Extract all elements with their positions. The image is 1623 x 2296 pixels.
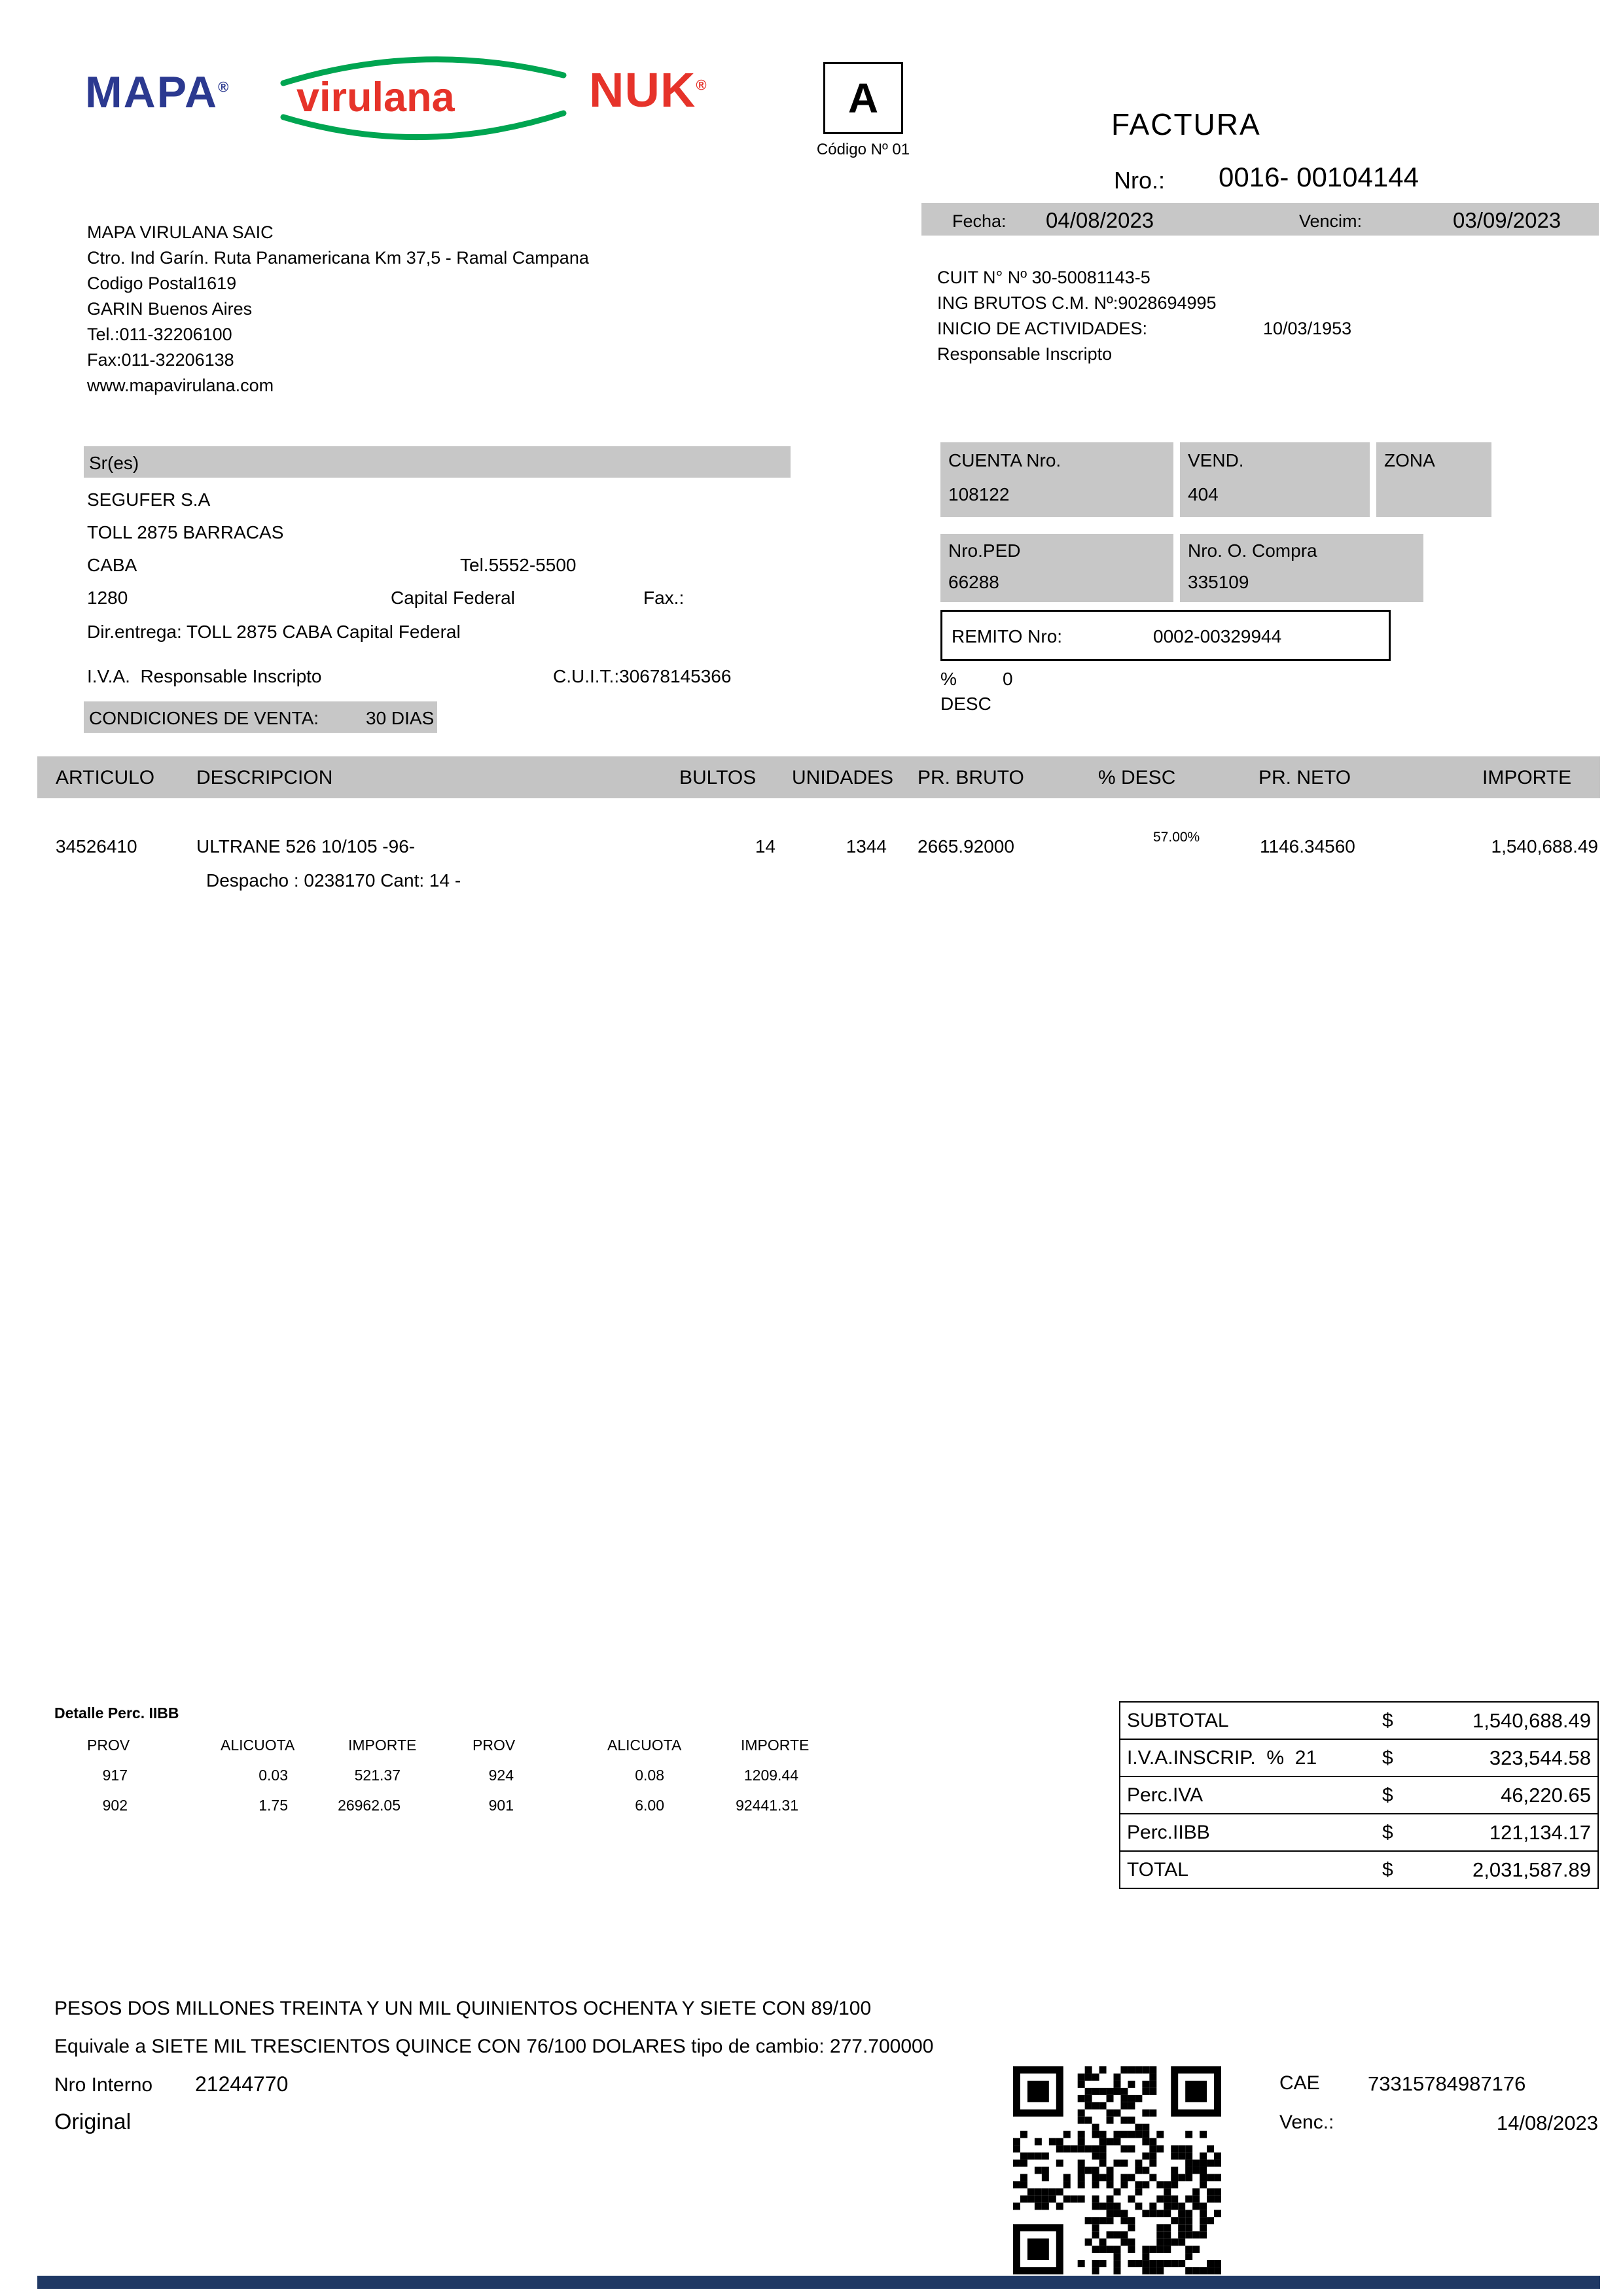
cuenta-box	[940, 442, 1173, 517]
zona-label: ZONA	[1384, 450, 1435, 470]
perc-cell: 901	[488, 1797, 514, 1814]
desc-pct-value: 0	[1003, 669, 1013, 689]
item-articulo: 34526410	[56, 836, 137, 857]
remito-value: 0002-00329944	[1153, 626, 1282, 646]
perc-cell: 0.08	[635, 1767, 664, 1784]
company-cuit: CUIT N° Nº 30-50081143-5	[937, 268, 1150, 287]
company-inicio-line	[937, 316, 1352, 342]
nro-interno-label: Nro Interno	[54, 2074, 153, 2096]
qr-code	[1013, 2066, 1221, 2274]
desc-pct-label: %	[940, 669, 957, 689]
customer-cuit: C.U.I.T.:30678145366	[553, 666, 732, 686]
total-label: TOTAL	[1127, 1858, 1188, 1881]
nro-interno-value: 21244770	[195, 2072, 289, 2096]
col-descripcion: DESCRIPCION	[196, 767, 333, 788]
item-bultos: 14	[755, 836, 776, 857]
invoice-type-letter: A	[847, 75, 879, 122]
customer-iva-condition: I.V.A. Responsable Inscripto	[87, 666, 322, 686]
item-descripcion-line2: Despacho : 0238170 Cant: 14 -	[206, 870, 461, 891]
total-value: 2,031,587.89	[1472, 1858, 1591, 1881]
perc-cell: 902	[102, 1797, 128, 1814]
sres-label: Sr(es)	[89, 453, 139, 473]
iva-value: 323,544.58	[1489, 1746, 1591, 1769]
perc-header-importe-2: IMPORTE	[741, 1737, 810, 1754]
invoice-number-label: Nro.:	[1114, 167, 1166, 194]
usd-equivalent: Equivale a SIETE MIL TRESCIENTOS QUINCE CON 76/100 DOLARES tipo de cambio: 277.700000	[54, 2036, 934, 2057]
currency-symbol: $	[1382, 1784, 1393, 1806]
perc-header-alicuota-2: ALICUOTA	[607, 1737, 682, 1754]
customer-zip: 1280	[87, 588, 128, 608]
customer-tel: Tel.5552-5500	[460, 555, 577, 575]
totals-row-perc-iva	[1120, 1777, 1597, 1814]
currency-symbol: $	[1382, 1709, 1393, 1731]
mapa-logo	[85, 67, 230, 118]
fecha-label: Fecha:	[952, 211, 1007, 231]
perc-header-prov-2: PROV	[473, 1737, 516, 1754]
desc-label: DESC	[940, 694, 991, 714]
customer-province: Capital Federal	[391, 588, 515, 608]
date-bar	[921, 203, 1599, 236]
fecha-value: 04/08/2023	[1046, 208, 1154, 232]
item-pr-bruto: 2665.92000	[918, 836, 1014, 857]
cae-venc-label: Venc.:	[1279, 2111, 1334, 2133]
company-website: www.mapavirulana.com	[87, 376, 274, 395]
vendedor-label: VEND.	[1188, 450, 1244, 470]
col-unidades: UNIDADES	[792, 767, 894, 788]
cuenta-value: 108122	[948, 484, 1010, 504]
pedido-label: Nro.PED	[948, 540, 1021, 561]
inicio-label: INICIO DE ACTIVIDADES:	[937, 319, 1148, 338]
conditions-value: 30 DIAS	[366, 708, 435, 728]
company-fax: Fax:011-32206138	[87, 350, 234, 370]
col-articulo: ARTICULO	[56, 767, 155, 788]
nuk-logo-text: NUK	[589, 63, 696, 117]
conditions-bar	[84, 701, 437, 733]
item-importe: 1,540,688.49	[1491, 836, 1598, 857]
pedido-box	[940, 534, 1173, 602]
col-bultos: BULTOS	[679, 767, 757, 788]
perc-iibb-title: Detalle Perc. IIBB	[54, 1704, 179, 1722]
company-city: GARIN Buenos Aires	[87, 299, 253, 319]
currency-symbol: $	[1382, 1821, 1393, 1843]
orden-compra-box	[1180, 534, 1423, 602]
perc-header-alicuota-1: ALICUOTA	[221, 1737, 295, 1754]
item-pr-neto: 1146.34560	[1260, 836, 1355, 857]
customer-name: SEGUFER S.A	[87, 489, 211, 510]
perc-cell: 917	[102, 1767, 128, 1784]
nuk-registered-icon: ®	[696, 77, 707, 94]
totals-row-subtotal	[1120, 1703, 1597, 1740]
cae-venc-value: 14/08/2023	[1496, 2111, 1598, 2134]
vendedor-box	[1180, 442, 1370, 517]
fiscal-block	[937, 265, 1352, 367]
perc-cell: 924	[488, 1767, 514, 1784]
company-condicion-iva: Responsable Inscripto	[937, 344, 1113, 364]
conditions-label: CONDICIONES DE VENTA:	[89, 708, 319, 728]
customer-city: CABA	[87, 555, 137, 575]
perc-header-prov-1: PROV	[87, 1737, 130, 1754]
perc-header-importe-1: IMPORTE	[348, 1737, 417, 1754]
perc-iva-value: 46,220.65	[1501, 1783, 1591, 1807]
company-name: MAPA VIRULANA SAIC	[87, 222, 274, 242]
perc-iibb-label: Perc.IIBB	[1127, 1821, 1210, 1843]
invoice-type-code: Código Nº 01	[816, 141, 910, 158]
company-postal: Codigo Postal1619	[87, 274, 237, 293]
perc-cell: 1.75	[259, 1797, 288, 1814]
vencim-label: Vencim:	[1299, 211, 1363, 231]
inicio-value: 10/03/1953	[1263, 319, 1352, 338]
col-desc-pct: % DESC	[1098, 767, 1176, 788]
item-desc-pct: 57.00%	[1153, 830, 1200, 845]
amount-in-words: PESOS DOS MILLONES TREINTA Y UN MIL QUINIENTOS OCHENTA Y SIETE CON 89/100	[54, 1998, 872, 2019]
col-importe: IMPORTE	[1482, 767, 1572, 788]
virulana-logo	[278, 49, 569, 147]
perc-iibb-value: 121,134.17	[1489, 1820, 1591, 1844]
remito-box	[940, 610, 1391, 661]
footer-bar	[37, 2276, 1600, 2289]
currency-symbol: $	[1382, 1858, 1393, 1881]
copy-type: Original	[54, 2110, 132, 2134]
company-block	[87, 220, 589, 398]
cae-value: 73315784987176	[1368, 2072, 1526, 2095]
currency-symbol: $	[1382, 1746, 1393, 1769]
perc-cell: 1209.44	[743, 1767, 798, 1784]
company-ing-brutos: ING BRUTOS C.M. Nº:9028694995	[937, 293, 1217, 313]
item-descripcion: ULTRANE 526 10/105 -96-	[196, 836, 416, 857]
document-title: FACTURA	[1111, 107, 1261, 141]
subtotal-value: 1,540,688.49	[1472, 1708, 1591, 1732]
company-address: Ctro. Ind Garín. Ruta Panamericana Km 37,5 - Ramal Campana	[87, 248, 589, 268]
mapa-registered-icon: ®	[218, 79, 230, 96]
invoice-number-value: 0016- 00104144	[1219, 162, 1419, 192]
invoice-type-box	[823, 62, 903, 134]
col-pr-bruto: PR. BRUTO	[918, 767, 1024, 788]
subtotal-label: SUBTOTAL	[1127, 1709, 1229, 1731]
remito-label: REMITO Nro:	[952, 626, 1063, 646]
col-pr-neto: PR. NETO	[1258, 767, 1351, 788]
vendedor-value: 404	[1188, 484, 1219, 504]
orden-compra-value: 335109	[1188, 572, 1249, 592]
virulana-logo-text: virulana	[296, 75, 455, 120]
customer-fax-label: Fax.:	[643, 588, 685, 608]
totals-row-iva	[1120, 1740, 1597, 1777]
cuenta-label: CUENTA Nro.	[948, 450, 1061, 470]
nuk-logo	[589, 62, 707, 118]
vencim-value: 03/09/2023	[1453, 208, 1561, 232]
totals-row-total	[1120, 1852, 1597, 1888]
perc-cell: 0.03	[259, 1767, 288, 1784]
customer-address: TOLL 2875 BARRACAS	[87, 522, 284, 542]
sres-bar	[84, 446, 791, 478]
orden-compra-label: Nro. O. Compra	[1188, 540, 1317, 561]
totals-box	[1119, 1701, 1599, 1889]
mapa-logo-text: MAPA	[85, 67, 219, 117]
item-unidades: 1344	[846, 836, 887, 857]
totals-row-perc-iibb	[1120, 1814, 1597, 1852]
zona-box	[1376, 442, 1491, 517]
perc-cell: 6.00	[635, 1797, 664, 1814]
perc-cell: 26962.05	[338, 1797, 401, 1814]
pedido-value: 66288	[948, 572, 999, 592]
cae-label: CAE	[1279, 2072, 1320, 2094]
items-table-header	[37, 756, 1600, 798]
iva-label: I.V.A.INSCRIP. % 21	[1127, 1746, 1317, 1769]
perc-iva-label: Perc.IVA	[1127, 1784, 1204, 1806]
perc-cell: 92441.31	[736, 1797, 798, 1814]
company-tel: Tel.:011-32206100	[87, 325, 232, 344]
perc-cell: 521.37	[354, 1767, 401, 1784]
customer-delivery: Dir.entrega: TOLL 2875 CABA Capital Federal	[87, 622, 461, 642]
